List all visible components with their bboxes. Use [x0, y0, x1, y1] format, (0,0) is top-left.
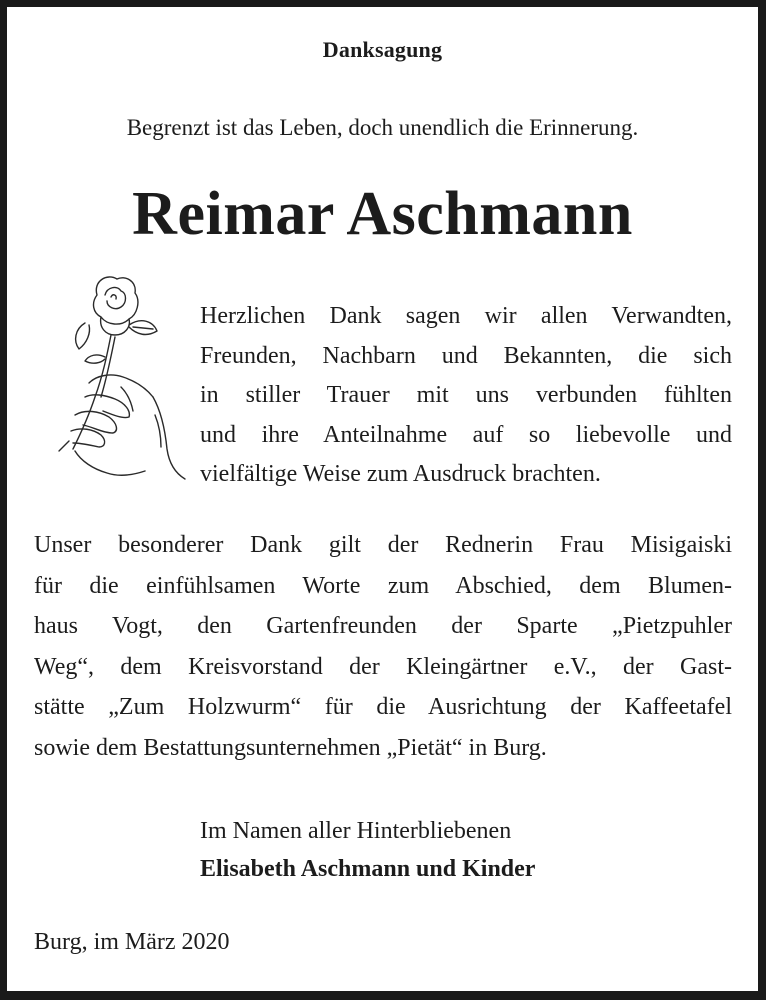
thanks-line: vielfältige Weise zum Ausdruck brachten.	[200, 461, 601, 487]
place-and-date: Burg, im März 2020	[34, 929, 230, 955]
signoff	[200, 812, 535, 888]
thanks-line: in stiller Trauer mit uns verbunden fühlten	[200, 382, 732, 408]
thanks-line: und ihre Anteilnahme auf so liebevolle und	[200, 421, 732, 448]
special-thanks-line: Weg“, dem Kreisvorstand der Kleingärtner e.V., der Gast-	[34, 653, 732, 680]
special-thanks-line: stätte „Zum Holzwurm“ für die Ausrichtung der Kaffeetafel	[34, 694, 732, 720]
deceased-name: Reimar Aschmann	[132, 180, 633, 248]
special-thanks-paragraph	[34, 525, 732, 768]
notice-motto: Begrenzt ist das Leben, doch unendlich die Erinnerung.	[126, 115, 639, 140]
thanks-paragraph	[200, 297, 732, 495]
special-thanks-line: für die einfühlsamen Worte zum Abschied, dem Blumen-	[34, 572, 732, 599]
obituary-notice	[7, 7, 758, 991]
notice-heading: Danksagung	[322, 37, 443, 62]
rose-in-hand-illustration	[45, 265, 195, 485]
signoff-intro: Im Namen aller Hinterbliebenen	[200, 818, 512, 844]
thanks-line: Herzlichen Dank sagen wir allen Verwandten,	[200, 303, 732, 329]
thanks-line: Freunden, Nachbarn und Bekannten, die sich	[200, 342, 732, 369]
signoff-names: Elisabeth Aschmann und Kinder	[200, 856, 536, 882]
special-thanks-line: haus Vogt, den Gartenfreunden der Sparte „Pietzpuhler	[34, 613, 732, 639]
special-thanks-line: Unser besonderer Dank gilt der Rednerin Frau Misigaiski	[34, 532, 732, 558]
special-thanks-line: sowie dem Bestattungsunternehmen „Pietät“ in Burg.	[34, 734, 547, 761]
